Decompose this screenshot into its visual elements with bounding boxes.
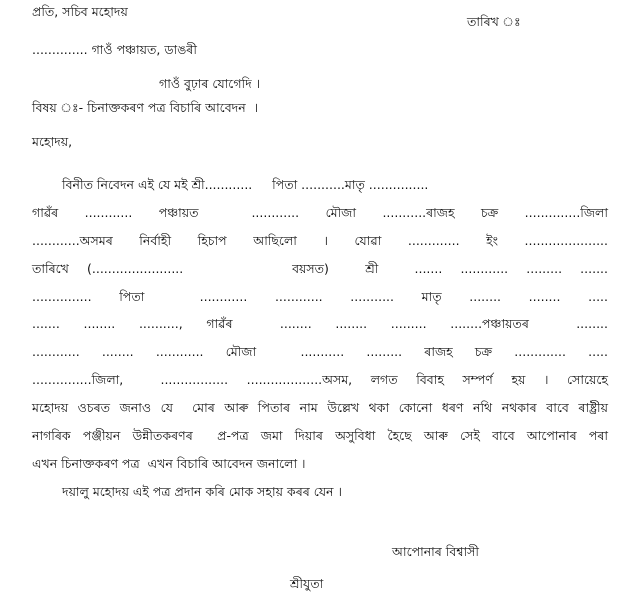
date-label: তাৰিখ ঃ xyxy=(467,14,521,29)
body-line-1: বিনীত নিবেদন এই যে মই শ্ৰী............ পিতা ...........মাতৃ ............... xyxy=(62,177,429,192)
recipient-line: প্ৰতি, সচিব মহোদয় xyxy=(32,4,128,19)
body-line-7: ............ ........ ............ মৌজা ........... ......... ৰাজহ চক্ৰ ............. ..... xyxy=(32,344,608,359)
signature-closing: আপোনাৰ বিশ্বাসী xyxy=(392,544,479,559)
via-line: গাওঁ বুঢ়াৰ যোগেদি । xyxy=(159,76,261,91)
salutation: মহোদয়, xyxy=(32,134,73,149)
body-line-6: ....... ........ .........., গাৱঁৰ ........ ........ ......... ........পঞ্চায়তৰ ........ xyxy=(32,316,608,331)
body-line-11: এখন চিনাক্তকৰণ পত্ৰ এখন বিচাৰি আবেদন জনালো । xyxy=(32,456,306,471)
office-line: .............. গাওঁ পঞ্চায়ত, ডাঙৰী xyxy=(32,42,197,57)
body-line-4: তাৰিখে (....................... বয়সত) শ্ৰী ....... ............ ......... ....... xyxy=(32,261,608,276)
closing-request: দয়ালু মহোদয় এই পত্ৰ প্ৰদান কৰি মোক সহায় কৰৰ যেন । xyxy=(62,484,342,499)
signature-name-prefix: শ্ৰীযুতা xyxy=(290,576,324,591)
subject-line: বিষয় ঃ- চিনাক্তকৰণ পত্ৰ বিচাৰি আবেদন । xyxy=(32,100,259,115)
body-line-8: ...............জিলা, ................. ...................অসম, লগত বিবাহ সম্পৰ্ণ হয় । সোয়েহে xyxy=(32,372,608,387)
body-line-2: গাৱঁৰ ............ পঞ্চায়ত ............ মৌজা ...........ৰাজহ চক্ৰ ..............জিলা xyxy=(32,205,608,220)
body-line-9: মহোদয় ওচৰত জনাও যে মোৰ আৰু পিতাৰ নাম উল্লেখ থকা কোনো ধৰণ নথি নথকাৰ বাবে ৰাষ্ট্ৰীয় xyxy=(32,400,608,415)
body-line-10: নাগৰিক পঞ্জীয়ন উন্নীতকৰণৰ প্ৰ-পত্ৰ জমা দিয়াৰ অসুবিধা হৈছে আৰু সেই বাবে আপোনাৰ পৰা xyxy=(32,428,608,443)
body-line-3: ............অসমৰ নিৰ্বাহী হিচাপ আছিলো । যোৱা ............. ইং ..................... xyxy=(32,233,608,248)
body-line-5: ............... পিতা ............ ............ ........... মাতৃ ........ ........ ..... xyxy=(32,289,608,304)
